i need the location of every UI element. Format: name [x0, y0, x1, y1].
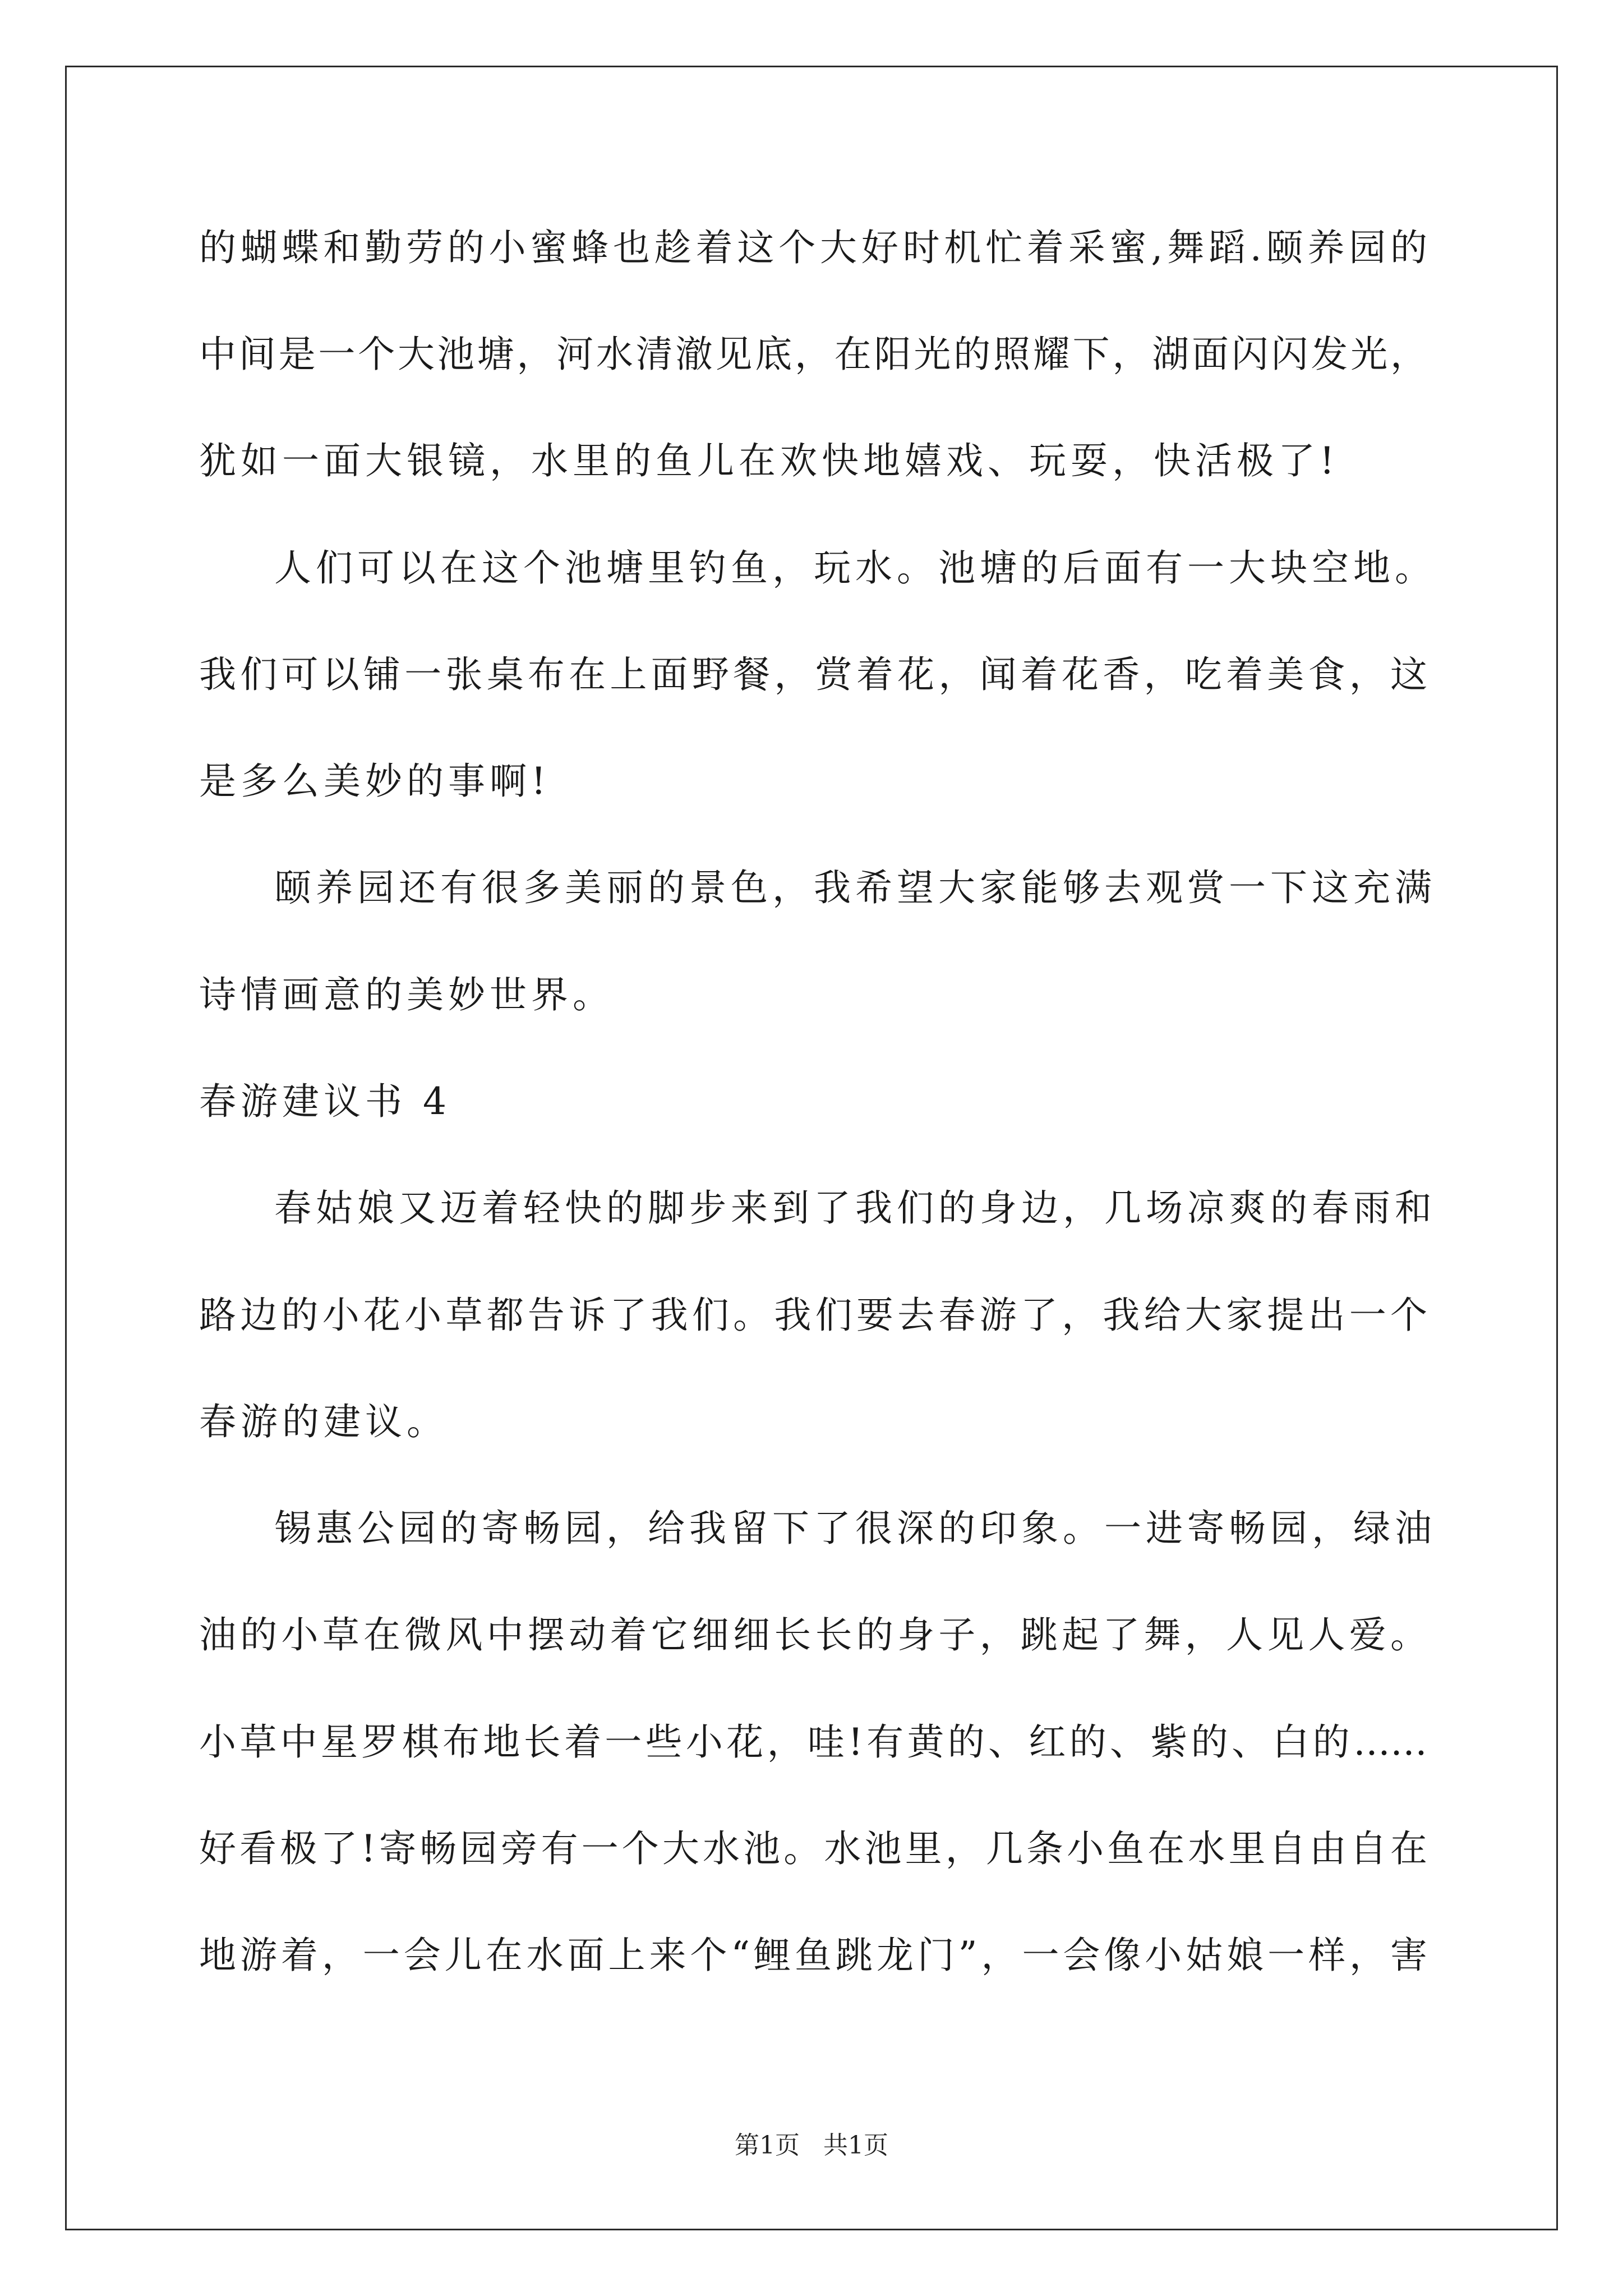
text-line: 小草中星罗棋布地长着一些小花，哇!有黄的、红的、紫的、白的……	[199, 1720, 1427, 1764]
text-line: 犹如一面大银镜，水里的鱼儿在欢快地嬉戏、玩耍，快活极了!	[199, 439, 1339, 482]
paragraph-start: 锡惠公园的寄畅园，给我留下了很深的印象。一进寄畅园，绿油	[274, 1507, 1436, 1550]
text-line: 的蝴蝶和勤劳的小蜜蜂也趁着这个大好时机忙着采蜜,舞蹈.颐养园的	[199, 226, 1427, 269]
section-heading: 春游建议书 4	[199, 1080, 451, 1123]
text-line: 我们可以铺一张桌布在上面野餐，赏着花，闻着花香，吃着美食，这	[199, 653, 1427, 696]
page-border	[65, 66, 1558, 2230]
text-line: 诗情画意的美妙世界。	[199, 973, 614, 1016]
paragraph-start: 颐养园还有很多美丽的景色，我希望大家能够去观赏一下这充满	[274, 866, 1436, 909]
text-line: 是多么美妙的事啊!	[199, 760, 551, 803]
page-footer	[0, 2129, 1623, 2162]
text-line: 春游的建议。	[199, 1400, 448, 1443]
text-line: 中间是一个大池塘，河水清澈见底，在阳光的照耀下，湖面闪闪发光，	[199, 333, 1427, 376]
paragraph-start: 人们可以在这个池塘里钓鱼，玩水。池塘的后面有一大块空地。	[274, 546, 1436, 590]
text-line: 油的小草在微风中摆动着它细细长长的身子，跳起了舞，人见人爱。	[199, 1613, 1427, 1657]
page-total: 共1页	[823, 2131, 888, 2160]
text-line: 好看极了!寄畅园旁有一个大水池。水池里，几条小鱼在水里自由自在	[199, 1827, 1427, 1870]
paragraph-start: 春姑娘又迈着轻快的脚步来到了我们的身边，几场凉爽的春雨和	[274, 1186, 1436, 1230]
text-line: 路边的小花小草都告诉了我们。我们要去春游了，我给大家提出一个	[199, 1294, 1427, 1337]
page-number: 第1页	[735, 2131, 800, 2160]
text-line: 地游着，一会儿在水面上来个“鲤鱼跳龙门”，一会像小姑娘一样，害	[199, 1934, 1427, 1977]
